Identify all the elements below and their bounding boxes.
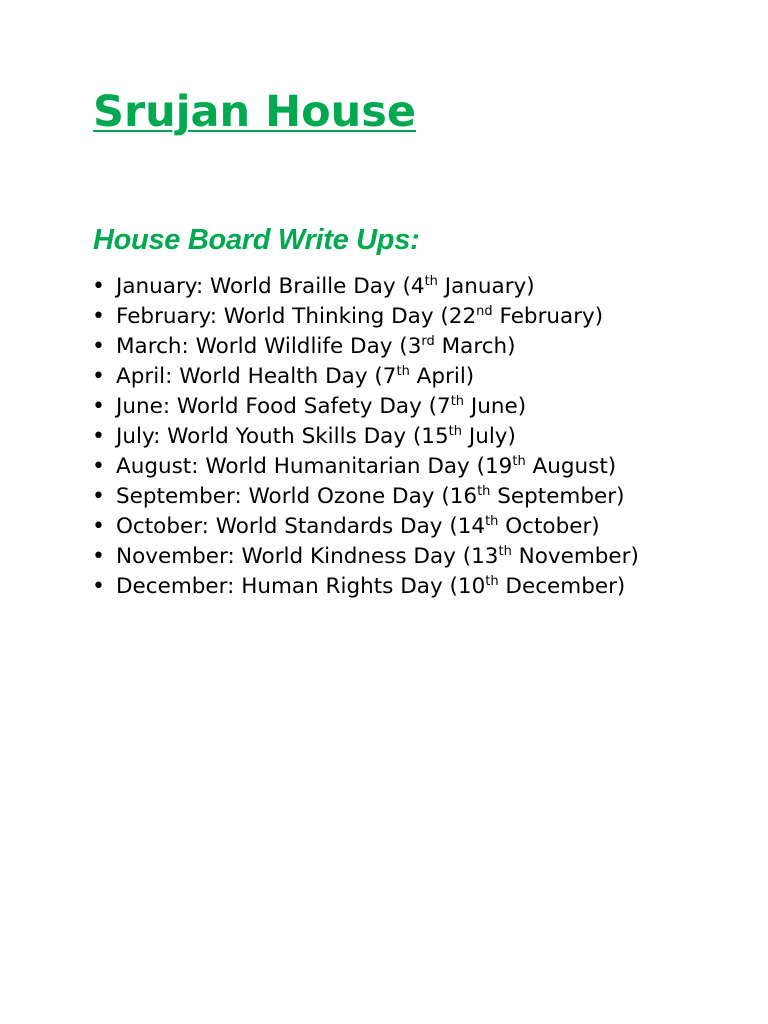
ordinal-suffix: th [485, 514, 499, 529]
ordinal-suffix: rd [421, 334, 435, 349]
event-text-end: February) [492, 304, 604, 329]
ordinal-suffix: th [424, 274, 438, 289]
section-heading: House Board Write Ups: [93, 224, 420, 256]
bullet-icon: • [92, 454, 105, 479]
event-text: December: Human Rights Day (10 [116, 574, 486, 599]
event-text-end: July) [462, 424, 516, 449]
bullet-icon: • [92, 574, 105, 599]
ordinal-suffix: th [448, 424, 463, 439]
list-item [88, 332, 648, 362]
event-text: September: World Ozone Day (16 [116, 484, 478, 509]
event-text: October: World Standards Day (14 [116, 514, 486, 539]
list-item [88, 482, 648, 512]
list-item [88, 452, 648, 482]
ordinal-suffix: nd [476, 304, 493, 319]
list-item [88, 572, 648, 602]
ordinal-suffix: th [512, 454, 526, 469]
event-text-end: April) [409, 364, 475, 389]
bullet-icon: • [92, 274, 105, 299]
event-text: February: World Thinking Day (22 [116, 304, 477, 329]
event-text: July: World Youth Skills Day (15 [116, 424, 449, 449]
bullet-icon: • [92, 484, 105, 509]
ordinal-suffix: th [450, 394, 465, 409]
event-text-end: September) [490, 484, 625, 509]
bullet-icon: • [92, 364, 105, 389]
event-text-end: August) [525, 454, 617, 479]
bullet-icon: • [92, 424, 105, 449]
ordinal-suffix: th [477, 484, 491, 499]
event-text: August: World Humanitarian Day (19 [116, 454, 513, 479]
event-text: March: World Wildlife Day (3 [116, 334, 422, 359]
list-item [88, 422, 648, 452]
list-item [88, 512, 648, 542]
bullet-icon: • [92, 394, 105, 419]
bullet-icon: • [92, 514, 105, 539]
list-item [88, 362, 648, 392]
event-text: April: World Health Day (7 [116, 364, 397, 389]
ordinal-suffix: th [485, 574, 499, 589]
event-text-end: March) [434, 334, 516, 359]
list-item [88, 302, 648, 332]
event-text-end: December) [498, 574, 626, 599]
event-text: June: World Food Safety Day (7 [116, 394, 451, 419]
event-text: November: World Kindness Day (13 [116, 544, 499, 569]
bullet-icon: • [92, 334, 105, 359]
event-text: January: World Braille Day (4 [116, 274, 425, 299]
list-item [88, 272, 648, 302]
event-text-end: November) [511, 544, 639, 569]
event-text-end: June) [464, 394, 527, 419]
event-list [88, 272, 648, 602]
list-item [88, 392, 648, 422]
bullet-icon: • [92, 544, 105, 569]
event-text-end: October) [498, 514, 600, 539]
ordinal-suffix: th [498, 544, 512, 559]
event-text-end: January) [437, 274, 535, 299]
page-title: Srujan House [93, 87, 417, 137]
bullet-icon: • [92, 304, 105, 329]
ordinal-suffix: th [396, 364, 410, 379]
list-item [88, 542, 648, 572]
